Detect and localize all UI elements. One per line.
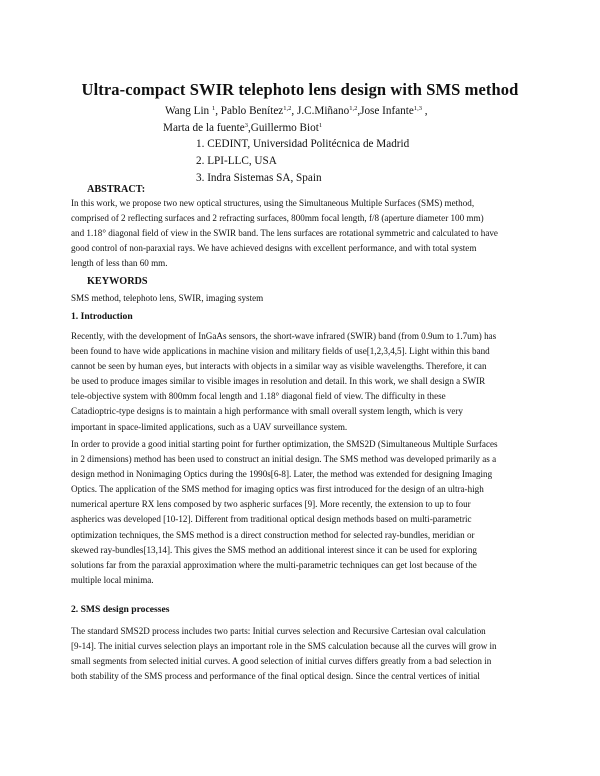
paragraph-line: Catadioptric-type designs is to maintain a high performance with small overall system length, which is very xyxy=(71,406,463,417)
author-name: Marta de la fuente xyxy=(163,122,245,134)
author-line-1 xyxy=(165,104,428,118)
paragraph-line: design method in Nonimaging Optics during the 1990s[6-8]. Later, the method was extended for designing Imaging xyxy=(71,469,493,480)
abstract-text xyxy=(71,196,526,271)
section-2-heading: 2. SMS design processes xyxy=(71,604,170,615)
author-name: , xyxy=(421,105,428,117)
paragraph-line: The standard SMS2D process includes two parts: Initial curves selection and Recursive Cartesian oval calculation xyxy=(71,626,486,636)
paper-title: Ultra-compact SWIR telephoto lens design with SMS method xyxy=(81,80,519,99)
paragraph-line: important in space-limited applications, such as a UAV surveillance system. xyxy=(71,421,348,432)
paragraph-line: in 2 dimensions) method has been used to construct an initial design. The SMS method was developed primarily as a xyxy=(71,454,497,465)
author-affiliation-mark: 1 xyxy=(211,105,216,112)
paragraph-line: optimization techniques, the SMS method is a direct construction method for selected ray-bundles, meridian or xyxy=(71,529,475,540)
paragraph-line: skewed ray-bundles[13,14]. This gives the SMS method an additional interest since it can be used for exploring xyxy=(71,544,477,555)
author-affiliation-mark: 1,2 xyxy=(283,105,292,112)
author-affiliation-mark: 3 xyxy=(244,122,248,129)
abstract-line: good control of non-paraxial rays. We have achieved designs with excellent performance, and with total system xyxy=(71,243,477,254)
author-affiliation-mark: 1,2 xyxy=(349,105,358,112)
paragraph-line: solutions far from the paraxial approximation where the multi-parametric techniques can get lost because of the xyxy=(71,559,477,570)
paragraph-line: [9-14]. The initial curves selection plays an important role in the SMS calculation because all the curves will grow in xyxy=(71,641,497,652)
section-1-heading: 1. Introduction xyxy=(71,311,133,322)
abstract-heading: ABSTRACT: xyxy=(87,184,146,195)
affiliation-1: 1. CEDINT, Universidad Politécnica de Madrid xyxy=(196,138,410,150)
keywords-heading: KEYWORDS xyxy=(87,276,148,287)
paragraph-line: small segments from selected initial curves. A good selection of initial curves differs greatly from a bad selection in xyxy=(71,656,492,667)
paragraph-line: aspherics was developed [10-12]. Different from traditional optical design methods based on multi-parametric xyxy=(71,514,472,525)
affiliation-3: 3. Indra Sistemas SA, Spain xyxy=(196,172,322,184)
abstract-line: and 1.18° diagonal field of view in the SWIR band. The lens surfaces are rotational symmetric and calculated to have xyxy=(71,228,498,239)
abstract-line: length of less than 60 mm. xyxy=(71,258,168,269)
paragraph-line: both stability of the SMS process and performance of the final optical design. Since the central vertices of initial xyxy=(71,671,480,682)
section-2-paragraph-1 xyxy=(71,624,526,684)
affiliation-2: 2. LPI-LLC, USA xyxy=(196,155,277,167)
author-affiliation-mark: 1 xyxy=(318,122,323,129)
abstract-line: comprised of 2 reflecting surfaces and 2 refracting surfaces, 800mm focal length, f/8 (aperture diameter 100 mm) xyxy=(71,213,484,224)
section-1-paragraph-1 xyxy=(71,329,526,435)
abstract-line: In this work, we propose two new optical structures, using the Simultaneous Multiple Surfaces (SMS) method, xyxy=(71,198,475,208)
paragraph-line: be used to produce images similar to visible images in resolution and detail. In this work, we shall design a SWIR xyxy=(71,376,486,387)
author-name: Wang Lin xyxy=(165,105,212,117)
author-affiliation-mark: 1,3 xyxy=(413,105,422,112)
paragraph-line: cannot be seen by human eyes, but interacts with objects in a similar way as visible wavelengths. Therefore, it can xyxy=(71,361,487,372)
section-1-paragraph-2 xyxy=(71,437,526,588)
paragraph-line: Recently, with the development of InGaAs sensors, the short-wave infrared (SWIR) band (from 0.9um to 1.7um) has xyxy=(71,331,497,341)
author-line-2 xyxy=(163,121,322,135)
keywords-text: SMS method, telephoto lens, SWIR, imaging system xyxy=(71,293,264,303)
paragraph-line: been found to have wide applications in machine vision and military fields of use[1,2,3,4,5]. Light within this band xyxy=(71,346,490,357)
paragraph-line: Optics. The application of the SMS method for imaging optics was first introduced for the design of an ultra-high xyxy=(71,484,484,495)
paragraph-line: In order to provide a good initial starting point for further optimization, the SMS2D (Simultaneous Multiple Surfaces xyxy=(71,439,498,449)
paragraph-line: multiple local minima. xyxy=(71,574,154,585)
author-name: ,Guillermo Biot xyxy=(247,122,319,134)
paragraph-line: tele-objective system with 800mm focal length and 1.18° diagonal field of view. The difficulty in these xyxy=(71,391,446,402)
author-name: ,Jose Infante xyxy=(357,105,414,117)
paragraph-line: numerical aperture RX lens composed by two aspheric surfaces [9]. More recently, the extension to up to four xyxy=(71,499,471,510)
author-name: , J.C.Miñano xyxy=(291,105,350,117)
author-name: , Pablo Benítez xyxy=(215,105,284,117)
